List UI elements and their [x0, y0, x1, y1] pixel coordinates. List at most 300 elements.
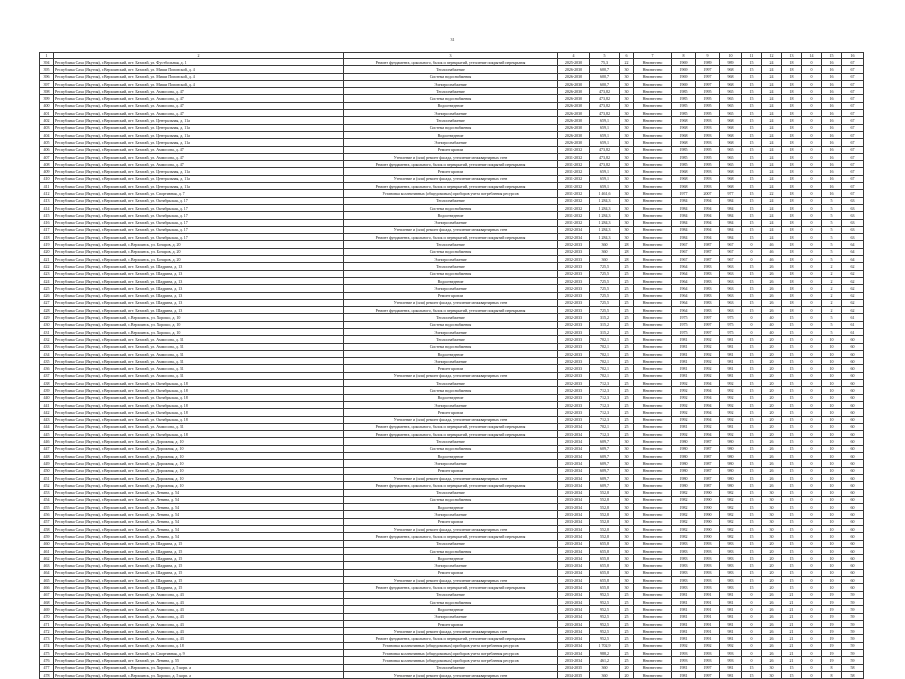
work-type-cell: Система водоснабжения: [344, 343, 558, 350]
value-cell: 0: [802, 234, 822, 241]
row-number-cell: 471: [40, 620, 54, 627]
row-number-cell: 445: [40, 431, 54, 438]
area-cell: 952,5: [590, 635, 620, 642]
value-cell: 5: [822, 321, 842, 328]
value-cell: 15: [782, 372, 802, 379]
table-row: [40, 277, 864, 284]
value-cell: 10: [822, 343, 842, 350]
year-cell: 981: [720, 635, 742, 642]
value-cell: 67: [842, 139, 864, 146]
value-cell: 67: [842, 190, 864, 197]
work-type-cell: Установка коллективных (общедомовых) приборов учета потребления ресурсов: [344, 190, 558, 197]
row-number-cell: 413: [40, 197, 54, 204]
value-cell: 19: [822, 620, 842, 627]
year-cell: 1990: [696, 518, 720, 525]
table-row: [40, 547, 864, 554]
value-cell: 0: [802, 59, 822, 66]
work-type-cell: Водоотведение: [344, 394, 558, 401]
value-cell: 10: [822, 431, 842, 438]
value-cell: 0: [802, 584, 822, 591]
value-cell: 15: [782, 350, 802, 357]
value-cell: 0: [742, 591, 762, 598]
value-cell: 15: [782, 365, 802, 372]
area-cell: 315,2: [590, 314, 620, 321]
value-cell: 15: [742, 526, 762, 533]
row-number-cell: 438: [40, 380, 54, 387]
row-number-cell: 468: [40, 598, 54, 605]
year-built-cell: 1985: [672, 95, 696, 102]
value-cell: 30: [620, 226, 634, 233]
value-cell: 61: [842, 328, 864, 335]
work-type-cell: Ремонт кровли: [344, 409, 558, 416]
year-cell: 981: [720, 372, 742, 379]
table-row: [40, 66, 864, 73]
year-cell: 1991: [696, 628, 720, 635]
value-cell: 30: [620, 569, 634, 576]
value-cell: 60: [842, 540, 864, 547]
value-cell: 0: [802, 183, 822, 190]
address-cell: Республика Саха (Якутия), г.Верхоянский, пгт. Батагай, ул. Аммосова, д. 47: [54, 110, 344, 117]
value-cell: 18: [782, 131, 802, 138]
value-cell: 5: [822, 234, 842, 241]
value-cell: 24: [762, 146, 782, 153]
period-cell: 2031-2032: [558, 146, 590, 153]
address-cell: Республика Саха (Якутия), г.Верхоянский, пгт. Батагай, ул. Дорожная, д. 10: [54, 482, 344, 489]
year-cell: 981: [720, 336, 742, 343]
work-type-cell: Утепление и (или) ремонт фасада, утепление межквартирных стен: [344, 526, 558, 533]
material-cell: Неизвестно: [634, 299, 672, 306]
value-cell: 63: [842, 226, 864, 233]
value-cell: 16: [822, 153, 842, 160]
row-number-cell: 469: [40, 606, 54, 613]
work-type-cell: Теплоснабжение: [344, 314, 558, 321]
capital-repair-table: [39, 52, 864, 679]
year-built-cell: 1981: [672, 372, 696, 379]
year-cell: 968: [720, 124, 742, 131]
work-type-cell: Утепление и (или) ремонт фасада, утепление межквартирных стен: [344, 671, 558, 678]
value-cell: 0: [802, 438, 822, 445]
value-cell: 10: [822, 336, 842, 343]
value-cell: 25: [620, 365, 634, 372]
value-cell: 5: [822, 328, 842, 335]
year-cell: 963: [720, 307, 742, 314]
value-cell: 2: [822, 307, 842, 314]
year-built-cell: 1984: [672, 204, 696, 211]
year-cell: 1991: [696, 635, 720, 642]
work-type-cell: Водоотведение: [344, 504, 558, 511]
value-cell: 20: [762, 401, 782, 408]
value-cell: 60: [842, 504, 864, 511]
period-cell: 2032-2033: [558, 285, 590, 292]
address-cell: Республика Саха (Якутия), г.Верхоянский, пгт. Батагай, ул. Дорожная, д. 10: [54, 467, 344, 474]
value-cell: 25: [620, 343, 634, 350]
year-cell: 1994: [696, 226, 720, 233]
value-cell: 46: [762, 256, 782, 263]
address-cell: Республика Саха (Якутия), г.Верхоянский, пгт. Батагай, ул. Аммосова, д. 18: [54, 642, 344, 649]
table-row: [40, 474, 864, 481]
value-cell: 60: [842, 387, 864, 394]
value-cell: 30: [620, 489, 634, 496]
value-cell: 25: [620, 401, 634, 408]
year-built-cell: 1985: [672, 88, 696, 95]
year-built-cell: 1980: [672, 453, 696, 460]
period-cell: 2033-2034: [558, 445, 590, 452]
value-cell: 16: [822, 110, 842, 117]
material-cell: Неизвестно: [634, 540, 672, 547]
row-number-cell: 404: [40, 131, 54, 138]
period-cell: 2032-2033: [558, 365, 590, 372]
value-cell: 30: [620, 153, 634, 160]
year-cell: 1997: [696, 664, 720, 671]
value-cell: 19: [822, 613, 842, 620]
period-cell: 2026-2030: [558, 88, 590, 95]
area-cell: 1 702,9: [590, 642, 620, 649]
value-cell: 0: [802, 131, 822, 138]
table-row: [40, 657, 864, 664]
value-cell: 16: [822, 139, 842, 146]
value-cell: 61: [842, 314, 864, 321]
material-cell: Неизвестно: [634, 219, 672, 226]
year-built-cell: 1969: [672, 66, 696, 73]
value-cell: 60: [842, 467, 864, 474]
period-cell: 2033-2034: [558, 591, 590, 598]
area-cell: 725,5: [590, 299, 620, 306]
value-cell: 10: [822, 577, 842, 584]
address-cell: Республика Саха (Якутия), г.Верхоянский, пгт. Батагай, ул. Аммосова, д. 43: [54, 620, 344, 627]
value-cell: 0: [802, 73, 822, 80]
table-row: [40, 197, 864, 204]
period-cell: 2026-2030: [558, 110, 590, 117]
work-type-cell: Ремонт фундамента, цокольного, балок и перекрытий, утепление покрытий перекрытия: [344, 234, 558, 241]
year-cell: 981: [720, 365, 742, 372]
material-cell: Неизвестно: [634, 380, 672, 387]
value-cell: 26: [762, 263, 782, 270]
year-cell: 1987: [696, 474, 720, 481]
address-cell: Республика Саха (Якутия), г.Верхоянский, пгт. Батагай, ул. Аммосова, д. 31: [54, 336, 344, 343]
value-cell: 15: [742, 307, 762, 314]
value-cell: 24: [762, 175, 782, 182]
year-built-cell: 1964: [672, 307, 696, 314]
value-cell: 26: [762, 474, 782, 481]
year-cell: 1987: [696, 241, 720, 248]
value-cell: 15: [782, 504, 802, 511]
value-cell: 15: [742, 423, 762, 430]
value-cell: 16: [822, 131, 842, 138]
table-row: [40, 482, 864, 489]
material-cell: Неизвестно: [634, 591, 672, 598]
year-cell: 1997: [696, 80, 720, 87]
value-cell: 5: [822, 204, 842, 211]
value-cell: 26: [762, 598, 782, 605]
value-cell: 15: [742, 350, 762, 357]
area-cell: 712,3: [590, 380, 620, 387]
table-row: [40, 183, 864, 190]
year-cell: 983: [720, 584, 742, 591]
row-number-cell: 408: [40, 161, 54, 168]
value-cell: 0: [802, 577, 822, 584]
year-cell: 1993: [696, 657, 720, 664]
period-cell: 2034-2035: [558, 664, 590, 671]
table-row: [40, 467, 864, 474]
year-cell: 1987: [696, 467, 720, 474]
material-cell: Неизвестно: [634, 197, 672, 204]
year-cell: 1987: [696, 460, 720, 467]
row-number-cell: 434: [40, 350, 54, 357]
value-cell: 10: [822, 350, 842, 357]
row-number-cell: 437: [40, 372, 54, 379]
year-cell: 983: [720, 547, 742, 554]
value-cell: 15: [742, 175, 762, 182]
year-built-cell: 1981: [672, 423, 696, 430]
value-cell: 24: [762, 234, 782, 241]
table-row: [40, 489, 864, 496]
year-built-cell: 1964: [672, 270, 696, 277]
material-cell: Неизвестно: [634, 606, 672, 613]
value-cell: 10: [822, 401, 842, 408]
value-cell: 15: [742, 394, 762, 401]
work-type-cell: Утепление и (или) ремонт фасада, утепление межквартирных стен: [344, 628, 558, 635]
year-cell: 1992: [696, 358, 720, 365]
value-cell: 16: [822, 175, 842, 182]
table-row: [40, 190, 864, 197]
value-cell: 0: [802, 606, 822, 613]
value-cell: 15: [742, 496, 762, 503]
value-cell: 0: [742, 650, 762, 657]
work-type-cell: Система водоснабжения: [344, 387, 558, 394]
work-type-cell: Система водоснабжения: [344, 445, 558, 452]
period-cell: 2033-2034: [558, 460, 590, 467]
material-cell: Неизвестно: [634, 168, 672, 175]
work-type-cell: Электроснабжение: [344, 358, 558, 365]
material-cell: Неизвестно: [634, 117, 672, 124]
period-cell: 2031-2032: [558, 212, 590, 219]
year-cell: 992: [720, 409, 742, 416]
value-cell: 60: [842, 350, 864, 357]
year-built-cell: 1982: [672, 526, 696, 533]
value-cell: 18: [782, 270, 802, 277]
area-cell: 552,8: [590, 511, 620, 518]
work-type-cell: Ремонт кровли: [344, 620, 558, 627]
table-row: [40, 256, 864, 263]
value-cell: 0: [742, 241, 762, 248]
value-cell: 30: [620, 168, 634, 175]
address-cell: Республика Саха (Якутия), г.Верхоянский, с.Верхоянск, ул. Хорошо, д. 10: [54, 321, 344, 328]
area-cell: 609,7: [590, 453, 620, 460]
value-cell: 30: [620, 73, 634, 80]
area-cell: 609,7: [590, 474, 620, 481]
address-cell: Республика Саха (Якутия), г.Верхоянский, пгт. Батагай, ул. Центральная, д. 11а: [54, 124, 344, 131]
year-cell: 981: [720, 664, 742, 671]
value-cell: 19: [822, 657, 842, 664]
value-cell: 15: [742, 102, 762, 109]
row-number-cell: 418: [40, 234, 54, 241]
material-cell: Неизвестно: [634, 438, 672, 445]
value-cell: 19: [822, 606, 842, 613]
value-cell: 0: [802, 394, 822, 401]
value-cell: 18: [782, 256, 802, 263]
value-cell: 30: [762, 526, 782, 533]
year-cell: 1994: [696, 394, 720, 401]
period-cell: 2032-2033: [558, 350, 590, 357]
area-cell: 655,8: [590, 540, 620, 547]
value-cell: 5: [822, 226, 842, 233]
value-cell: 59: [842, 657, 864, 664]
value-cell: 16: [822, 161, 842, 168]
work-type-cell: Ремонт кровли: [344, 467, 558, 474]
table-row: [40, 226, 864, 233]
value-cell: 30: [620, 190, 634, 197]
material-cell: Неизвестно: [634, 635, 672, 642]
value-cell: 30: [762, 504, 782, 511]
year-built-cell: 1982: [672, 489, 696, 496]
row-number-cell: 476: [40, 657, 54, 664]
row-number-cell: 420: [40, 248, 54, 255]
value-cell: 18: [782, 175, 802, 182]
year-built-cell: 1967: [672, 256, 696, 263]
value-cell: 24: [762, 102, 782, 109]
value-cell: 20: [762, 365, 782, 372]
table-row: [40, 350, 864, 357]
address-cell: Республика Саха (Якутия), г.Верхоянский, пгт. Батагай, ул. Центральная, д. 11а: [54, 139, 344, 146]
year-built-cell: 1981: [672, 350, 696, 357]
material-cell: Неизвестно: [634, 664, 672, 671]
value-cell: 15: [742, 453, 762, 460]
material-cell: Неизвестно: [634, 453, 672, 460]
row-number-cell: 441: [40, 401, 54, 408]
column-number-header: 9: [696, 53, 720, 59]
material-cell: Неизвестно: [634, 212, 672, 219]
area-cell: 702,1: [590, 336, 620, 343]
value-cell: 15: [742, 409, 762, 416]
row-number-cell: 426: [40, 292, 54, 299]
value-cell: 61: [842, 321, 864, 328]
address-cell: Республика Саха (Якутия), г.Верхоянский, пгт. Батагай, ул. Аммосова, д. 43: [54, 613, 344, 620]
period-cell: 2033-2034: [558, 496, 590, 503]
value-cell: 15: [742, 569, 762, 576]
work-type-cell: Электроснабжение: [344, 613, 558, 620]
value-cell: 0: [802, 482, 822, 489]
value-cell: 26: [762, 467, 782, 474]
work-type-cell: Водоотведение: [344, 606, 558, 613]
material-cell: Неизвестно: [634, 569, 672, 576]
period-cell: 2032-2033: [558, 256, 590, 263]
period-cell: 2033-2034: [558, 533, 590, 540]
material-cell: Неизвестно: [634, 518, 672, 525]
area-cell: 952,5: [590, 613, 620, 620]
table-row: [40, 409, 864, 416]
value-cell: 59: [842, 650, 864, 657]
work-type-cell: Ремонт фундамента, цокольного, балок и перекрытий, утепление покрытий перекрытия: [344, 482, 558, 489]
material-cell: Неизвестно: [634, 401, 672, 408]
value-cell: 30: [762, 533, 782, 540]
value-cell: 20: [762, 387, 782, 394]
address-cell: Республика Саха (Якутия), г.Верхоянский, с.Верхоянск, ул. Бочаров, д. 20: [54, 248, 344, 255]
year-cell: 1993: [696, 562, 720, 569]
value-cell: 24: [762, 168, 782, 175]
year-cell: 1994: [696, 380, 720, 387]
work-type-cell: Водоотведение: [344, 102, 558, 109]
area-cell: 725,5: [590, 277, 620, 284]
value-cell: 0: [742, 328, 762, 335]
work-type-cell: Ремонт фундамента, цокольного, балок и перекрытий, утепление покрытий перекрытия: [344, 307, 558, 314]
work-type-cell: Водоотведение: [344, 277, 558, 284]
year-cell: 1991: [696, 606, 720, 613]
material-cell: Неизвестно: [634, 613, 672, 620]
table-row: [40, 102, 864, 109]
table-row: [40, 606, 864, 613]
address-cell: Республика Саха (Якутия), г.Верхоянский, пгт. Батагай, ул. Ленина, д. 54: [54, 496, 344, 503]
address-cell: Республика Саха (Якутия), г.Верхоянский, пгт. Батагай, ул. Аммосова, д. 43: [54, 598, 344, 605]
row-number-cell: 414: [40, 204, 54, 211]
address-cell: Республика Саха (Якутия), г.Верхоянский, пгт. Батагай, ул. Октябрьская, д. 18: [54, 394, 344, 401]
value-cell: 60: [842, 343, 864, 350]
value-cell: 24: [762, 88, 782, 95]
work-type-cell: Теплоснабжение: [344, 489, 558, 496]
value-cell: 15: [782, 401, 802, 408]
value-cell: 67: [842, 183, 864, 190]
table-row: [40, 387, 864, 394]
value-cell: 18: [782, 285, 802, 292]
value-cell: 15: [782, 328, 802, 335]
value-cell: 15: [742, 88, 762, 95]
value-cell: 18: [782, 102, 802, 109]
value-cell: 15: [742, 555, 762, 562]
year-built-cell: 1992: [672, 416, 696, 423]
value-cell: 60: [842, 336, 864, 343]
year-cell: 1990: [696, 526, 720, 533]
value-cell: 58: [842, 671, 864, 678]
year-cell: 981: [720, 343, 742, 350]
value-cell: 21: [782, 613, 802, 620]
year-built-cell: 1983: [672, 540, 696, 547]
year-cell: 1983: [696, 299, 720, 306]
value-cell: 0: [802, 197, 822, 204]
value-cell: 16: [822, 88, 842, 95]
value-cell: 5: [822, 256, 842, 263]
value-cell: 24: [762, 59, 782, 66]
period-cell: 2033-2034: [558, 438, 590, 445]
work-type-cell: Электроснабжение: [344, 285, 558, 292]
year-cell: 1993: [696, 540, 720, 547]
value-cell: 18: [782, 307, 802, 314]
material-cell: Неизвестно: [634, 467, 672, 474]
year-cell: 981: [720, 358, 742, 365]
value-cell: 25: [620, 409, 634, 416]
value-cell: 60: [842, 416, 864, 423]
material-cell: Неизвестно: [634, 241, 672, 248]
year-cell: 1994: [696, 409, 720, 416]
area-cell: 1 284,3: [590, 204, 620, 211]
period-cell: 2033-2034: [558, 642, 590, 649]
value-cell: 25: [620, 416, 634, 423]
value-cell: 15: [742, 59, 762, 66]
value-cell: 26: [762, 657, 782, 664]
value-cell: 10: [822, 504, 842, 511]
material-cell: Неизвестно: [634, 482, 672, 489]
value-cell: 15: [742, 577, 762, 584]
value-cell: 0: [742, 321, 762, 328]
year-cell: 975: [720, 314, 742, 321]
period-cell: 2033-2034: [558, 584, 590, 591]
period-cell: 2032-2033: [558, 343, 590, 350]
work-type-cell: Ремонт кровли: [344, 518, 558, 525]
value-cell: 60: [842, 569, 864, 576]
value-cell: 25: [620, 358, 634, 365]
value-cell: 10: [822, 562, 842, 569]
year-cell: 984: [720, 204, 742, 211]
value-cell: 21: [782, 591, 802, 598]
table-row: [40, 314, 864, 321]
